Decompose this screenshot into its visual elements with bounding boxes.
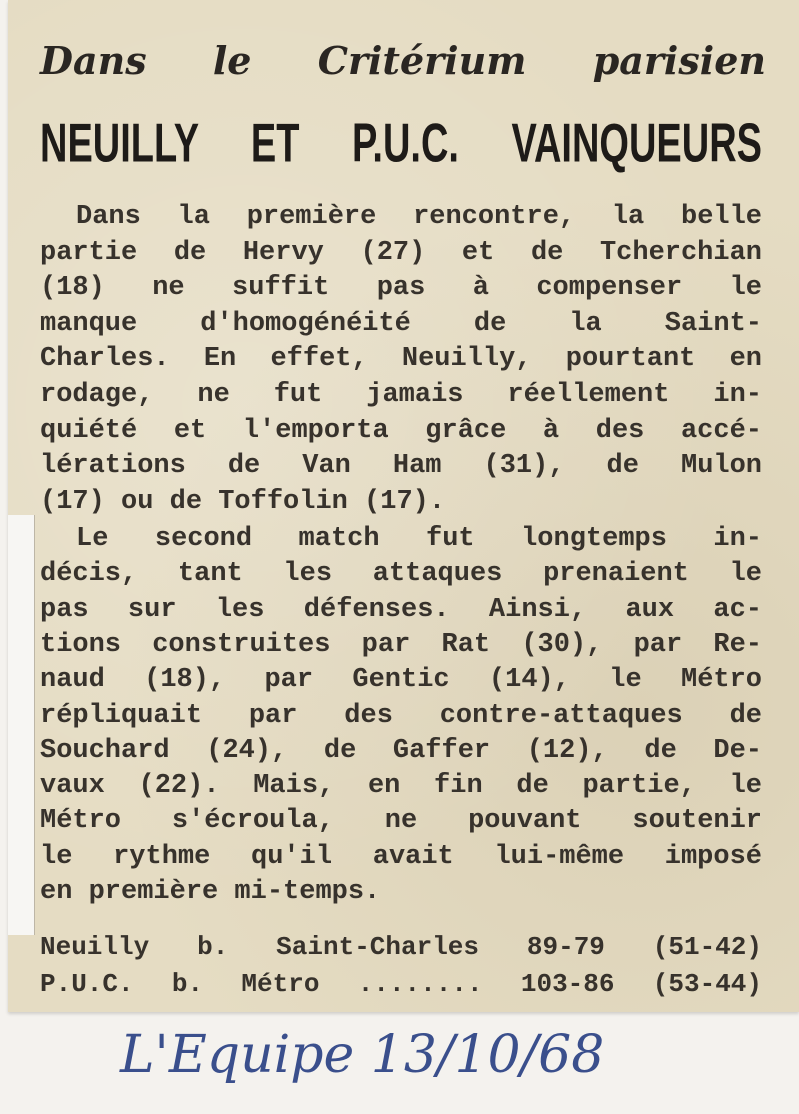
torn-edge — [8, 515, 35, 935]
article-line: quiété et l'emporta grâce à des accé- — [40, 415, 762, 446]
article-line: Neuilly b. Saint-Charles 89-79 (51-42) — [40, 932, 762, 962]
handwritten-source-note: L'Equipe 13/10/68 — [120, 1025, 605, 1085]
article-line: Métro s'écroula, ne pouvant soutenir — [40, 806, 762, 837]
kicker-title: Dans le Critérium parisien — [40, 38, 766, 83]
article-line: tions construites par Rat (30), par Re- — [40, 629, 762, 660]
article-line: vaux (22). Mais, en fin de partie, le — [40, 771, 762, 802]
article-line: décis, tant les attaques prenaient le — [40, 559, 762, 590]
article-line: Charles. En effet, Neuilly, pourtant en — [40, 344, 762, 375]
article-line: en première mi-temps. — [40, 877, 381, 907]
article-line: répliquait par des contre-attaques de — [40, 700, 762, 731]
article-line: partie de Hervy (27) et de Tcherchian — [40, 237, 762, 268]
article-line: (18) ne suffit pas à compenser le — [40, 273, 762, 304]
headline: NEUILLY ET P.U.C. VAINQUEURS — [40, 113, 762, 175]
article-line: pas sur les défenses. Ainsi, aux ac- — [40, 594, 762, 625]
article-line: rodage, ne fut jamais réellement in- — [40, 380, 762, 410]
article-line: manque d'homogénéité de la Saint- — [40, 308, 762, 339]
article-line: Dans la première rencontre, la belle — [76, 202, 762, 232]
article-line: Souchard (24), de Gaffer (12), de De- — [40, 735, 762, 766]
article-line: Le second match fut longtemps in- — [76, 524, 762, 554]
article-line: naud (18), par Gentic (14), le Métro — [40, 665, 762, 696]
article-line: le rythme qu'il avait lui-même imposé — [40, 841, 762, 872]
article-line: lérations de Van Ham (31), de Mulon — [40, 451, 762, 482]
article-line: P.U.C. b. Métro ........ 103-86 (53-44) — [40, 969, 762, 999]
article-line: (17) ou de Toffolin (17). — [40, 486, 446, 517]
